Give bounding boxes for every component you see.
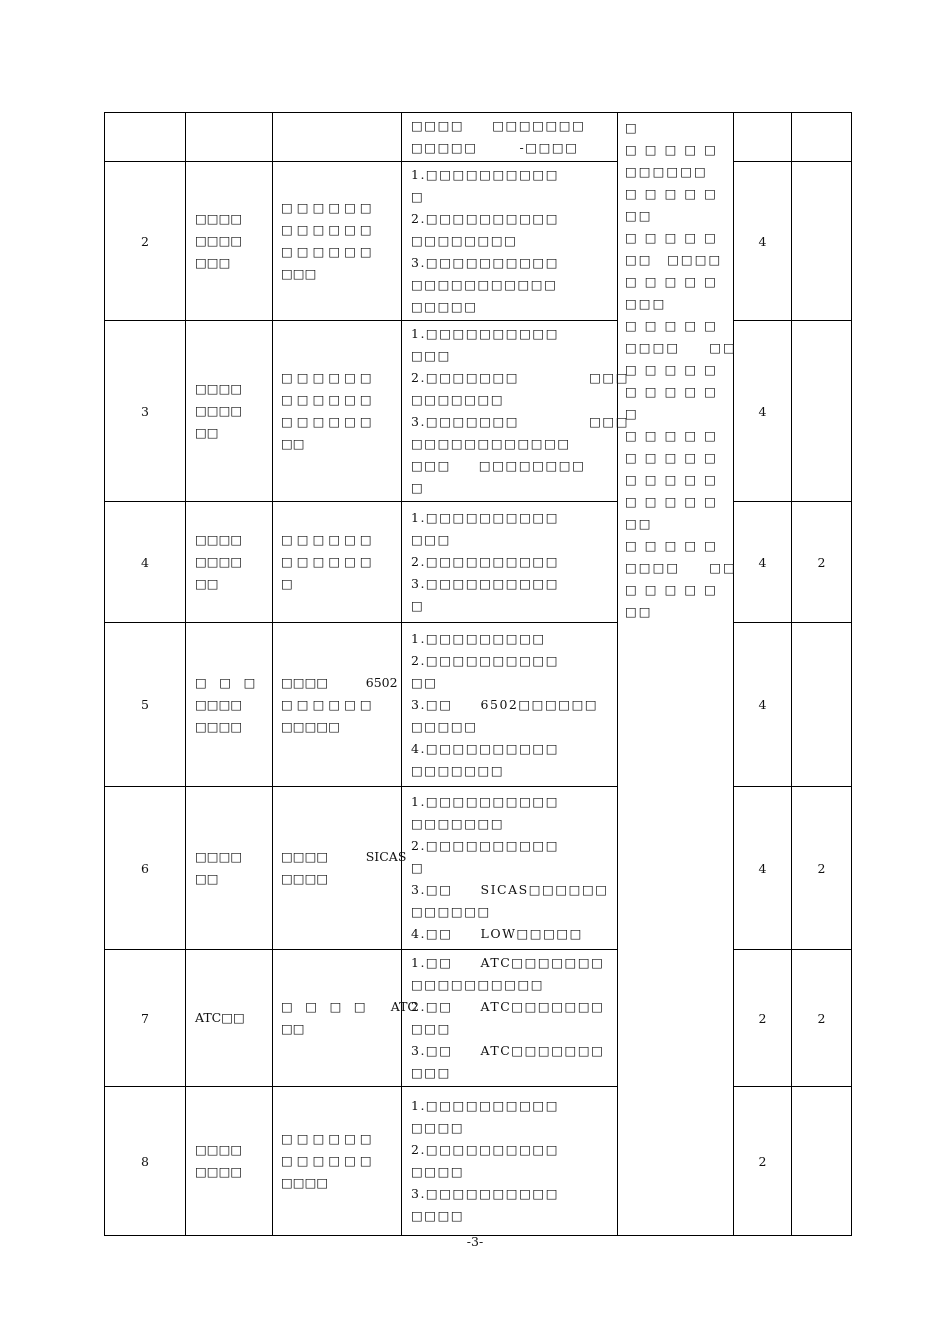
text-line: □ <box>411 860 425 875</box>
text-line: □□□□□□□□□□□□ <box>411 436 571 451</box>
project-name-cell <box>186 502 273 623</box>
text-line: □□□□ <box>195 532 243 547</box>
text-line: □□ <box>195 576 219 591</box>
text-line: □□□□ <box>195 403 243 418</box>
table-row <box>105 787 852 950</box>
text-line: □□□□□□□ <box>411 816 505 831</box>
table-row <box>105 321 852 502</box>
text-line: □□□□□ -□□□□ <box>411 140 579 155</box>
content-cell <box>402 162 618 321</box>
table-row <box>105 162 852 321</box>
text-line: 3.□□□□□□□□□□ <box>411 576 560 591</box>
practice-hours-cell: 2 <box>792 950 852 1087</box>
table-row <box>105 950 852 1087</box>
practice-hours-cell: 2 <box>792 502 852 623</box>
row-number: 8 <box>105 1087 186 1236</box>
text-line: □ □ □ □ □ □ <box>281 1131 372 1146</box>
text-line: □ □ □ □ ATC <box>281 999 417 1014</box>
text-line: □□□□ <box>281 1175 329 1190</box>
text-line: 1.□□□□□□□□□□ <box>411 167 560 182</box>
text-line: □ <box>281 576 293 591</box>
hours-cell: 2 <box>734 950 792 1087</box>
text-line: □□ <box>625 604 653 619</box>
table-row-continued <box>105 113 852 162</box>
text-line: □ □ □ □ □ <box>625 582 718 597</box>
text-line: □ □ □ □ □ <box>625 494 718 509</box>
content-cell <box>402 502 618 623</box>
project-name-cell <box>186 950 273 1087</box>
text-line: □ <box>625 120 639 135</box>
practice-hours-cell <box>792 162 852 321</box>
text-line: 2.□□□□□□□□□□ <box>411 211 560 226</box>
text-line: □□ <box>411 674 438 690</box>
text-line: 3.□□□□□□□□□□ <box>411 1186 560 1201</box>
text-line: □□□□ <box>195 1164 243 1179</box>
text-line: □□□□ □□□□□□□ <box>411 118 586 133</box>
text-line: 2.□□□□□□□ □□□ <box>411 370 630 385</box>
project-name-cell <box>186 1087 273 1236</box>
practice-hours-cell <box>792 1087 852 1236</box>
text-line: □ □ □ □ □ □ <box>281 200 372 215</box>
text-line: □ □ □ □ □ □ <box>281 1153 372 1168</box>
text-line: □ <box>411 189 425 204</box>
text-line: 1.□□□□□□□□□□ <box>411 1098 560 1113</box>
course-schedule-table <box>104 112 852 1236</box>
text-line: □ □ □ □ □ <box>625 274 718 289</box>
empty-cell <box>186 113 273 162</box>
text-line: □□□□ SICAS <box>281 849 407 864</box>
text-line: □ <box>411 480 425 495</box>
description-cell <box>273 321 402 502</box>
table-row <box>105 502 852 623</box>
text-line: 2.□□□□□□□□□□ <box>411 838 560 853</box>
text-line: 2.□□□□□□□□□□ <box>411 652 560 668</box>
text-line: □□□□□□□□□□ <box>411 977 545 992</box>
text-line: □□□□ <box>411 1120 465 1135</box>
text-line: □ □ □ □ □ <box>625 428 718 443</box>
text-line: 3.□□ SICAS□□□□□□ <box>411 882 609 897</box>
text-line: □□□ <box>281 266 317 281</box>
page-number: -3- <box>466 1234 484 1249</box>
text-line: □ □ □ <box>195 674 256 690</box>
text-line: □□□□ 6502 <box>281 674 398 690</box>
hours-cell: 4 <box>734 502 792 623</box>
text-line: □□□□ <box>411 1164 465 1179</box>
practice-hours-cell <box>792 623 852 787</box>
text-line: □ □ □ □ □ <box>625 318 718 333</box>
text-line: 1.□□□□□□□□□ <box>411 630 546 646</box>
empty-cell <box>273 113 402 162</box>
text-line: 2.□□□□□□□□□□ <box>411 554 560 569</box>
text-line: □□□□ <box>195 718 243 734</box>
text-line: □ □ □ □ □ <box>625 186 718 201</box>
hours-cell: 4 <box>734 321 792 502</box>
practice-hours-cell: 2 <box>792 787 852 950</box>
project-name-cell <box>186 321 273 502</box>
row-number: 4 <box>105 502 186 623</box>
text-line: □ □ □ □ □ <box>625 142 718 157</box>
content-cell <box>402 113 618 162</box>
text-line: □□□□ <box>195 211 243 226</box>
text-line: □ □ □ □ □ □ <box>281 414 372 429</box>
text-line: □□□□□□□□□□□ <box>411 277 558 292</box>
text-line: 1.□□□□□□□□□□ <box>411 510 560 525</box>
text-line: 4.□□ LOW□□□□□ <box>411 926 583 941</box>
row-number: 7 <box>105 950 186 1087</box>
content-cell <box>402 1087 618 1236</box>
text-line: □ □ □ □ □ <box>625 472 718 487</box>
text-line: □□□□ <box>195 849 243 864</box>
description-cell <box>273 1087 402 1236</box>
text-line: □□□ <box>625 296 667 311</box>
text-line: □□□□ <box>195 554 243 569</box>
empty-cell <box>734 113 792 162</box>
hours-cell: 2 <box>734 1087 792 1236</box>
text-line: □□□□ <box>195 696 243 712</box>
text-line: □□□□□□□□ <box>411 233 518 248</box>
text-line: □□□□ <box>195 1142 243 1157</box>
text-line: 3.□□ 6502□□□□□□ <box>411 696 599 712</box>
text-line: □□□ □□□□□□□□ <box>411 458 586 473</box>
row-number: 5 <box>105 623 186 787</box>
text-line: □ □ □ □ □ □ <box>281 392 372 407</box>
text-line: 3.□□□□□□□□□□ <box>411 255 560 270</box>
text-line: □ □ □ □ □ <box>625 450 718 465</box>
text-line: □□□□□ <box>411 718 478 734</box>
practice-hours-cell <box>792 321 852 502</box>
text-line: □□ <box>625 208 653 223</box>
content-cell <box>402 623 618 787</box>
description-cell <box>273 502 402 623</box>
row-number: 3 <box>105 321 186 502</box>
hours-cell: 4 <box>734 162 792 321</box>
table-body <box>105 113 852 1236</box>
text-line: □ □ □ □ □ □ <box>281 532 372 547</box>
text-line: □ □ □ □ □ □ <box>281 696 372 712</box>
text-line: □□□□□ <box>411 299 478 314</box>
text-line: □□□□□□□ <box>411 762 505 778</box>
text-line: □□□ <box>411 348 451 363</box>
table-row <box>105 1087 852 1236</box>
text-line: □□□□□ <box>281 718 341 734</box>
empty-cell <box>792 113 852 162</box>
text-line: □ □ □ □ □ □ <box>281 244 372 259</box>
text-line: □ □ □ □ □ □ <box>281 222 372 237</box>
text-line: □ □ □ □ □ <box>625 230 718 245</box>
description-cell <box>273 623 402 787</box>
text-line: □□□□ <box>195 233 243 248</box>
text-line: □ □ □ □ □ <box>625 362 718 377</box>
text-line: □□ <box>195 425 219 440</box>
text-line: 2.□□ ATC□□□□□□□ <box>411 999 605 1014</box>
project-name-cell <box>186 623 273 787</box>
text-line: □□ <box>195 871 219 886</box>
text-line: 1.□□□□□□□□□□ <box>411 326 560 341</box>
description-cell <box>273 787 407 950</box>
text-line: □□□□ <box>281 871 329 886</box>
hours-cell: 4 <box>734 623 792 787</box>
content-cell <box>402 787 618 950</box>
text-line: □□ <box>625 516 653 531</box>
text-line: □□□□□□□ <box>411 392 505 407</box>
text-line: □□□□ □□ <box>625 560 737 575</box>
text-line: □□□□ <box>195 381 243 396</box>
hours-cell: 4 <box>734 787 792 950</box>
text-line: □□ <box>281 1021 305 1036</box>
text-line: □ □ □ □ □ <box>625 384 718 399</box>
text-line: 1.□□ ATC□□□□□□□ <box>411 955 605 970</box>
text-line: □ □ □ □ □ <box>625 538 718 553</box>
row-number: 6 <box>105 787 186 950</box>
text-line: □ <box>625 406 639 421</box>
text-line: □ □ □ □ □ □ <box>281 554 372 569</box>
text-line: □□□ <box>411 532 451 547</box>
text-line: □□□□ <box>411 1208 465 1223</box>
text-line: 2.□□□□□□□□□□ <box>411 1142 560 1157</box>
text-line: □□□□□□ <box>411 904 491 919</box>
text-line: 4.□□□□□□□□□□ <box>411 740 560 756</box>
method-cell-merged <box>618 113 737 1236</box>
text-line: □ <box>411 598 425 613</box>
text-line: 1.□□□□□□□□□□ <box>411 794 560 809</box>
table-row <box>105 623 852 787</box>
text-line: □□□□□□ <box>625 164 708 179</box>
description-cell <box>273 950 417 1087</box>
text-line: 3.□□□□□□□ □□□ <box>411 414 630 429</box>
project-name-cell <box>186 162 273 321</box>
text-line: □□□ <box>411 1065 451 1080</box>
text-line: □□ □□□□ <box>625 252 723 267</box>
text-line: □ □ □ □ □ □ <box>281 370 372 385</box>
text-line: 3.□□ ATC□□□□□□□ <box>411 1043 605 1058</box>
row-number: 2 <box>105 162 186 321</box>
text-line: □□□□ □□ <box>625 340 737 355</box>
project-name-cell <box>186 787 273 950</box>
content-cell <box>402 950 618 1087</box>
empty-cell <box>105 113 186 162</box>
text-line: □□ <box>281 436 305 451</box>
text-line: □□□ <box>195 255 231 270</box>
content-cell <box>402 321 630 502</box>
description-cell <box>273 162 402 321</box>
text-line: ATC□□ <box>195 1010 245 1025</box>
text-line: □□□ <box>411 1021 451 1036</box>
